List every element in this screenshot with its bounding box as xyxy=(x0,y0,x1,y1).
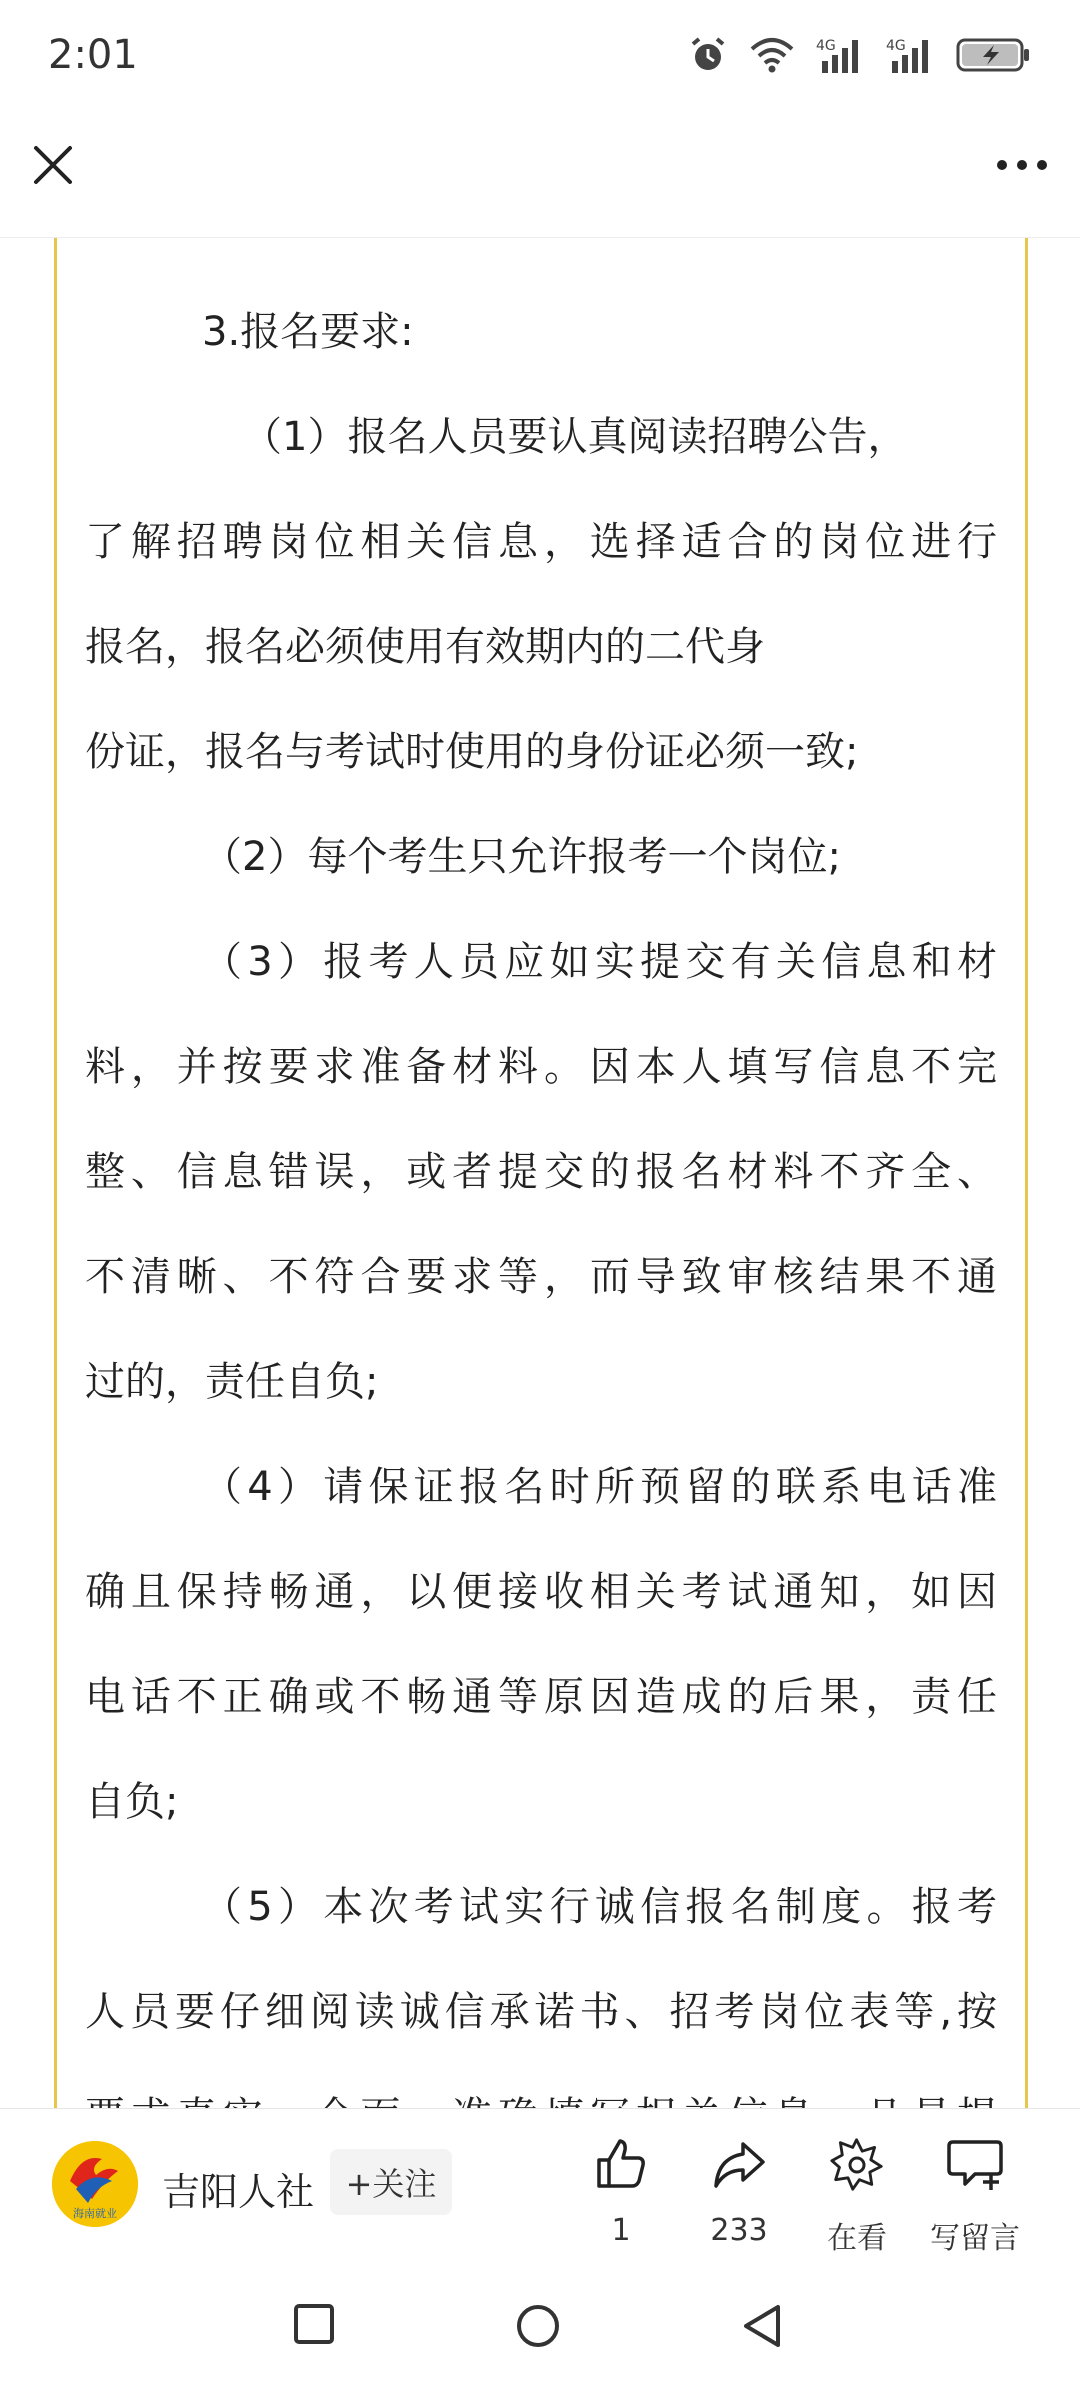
account-logo xyxy=(52,2141,138,2227)
top-nav xyxy=(0,110,1080,238)
svg-text:海南就业: 海南就业 xyxy=(73,2207,117,2220)
star-flower-icon xyxy=(829,2136,885,2192)
more-icon xyxy=(992,140,1052,190)
article-line: 人员要仔细阅读诚信承诺书、招考岗位表等,按 xyxy=(85,1989,997,2035)
recent-apps-icon xyxy=(292,2302,336,2346)
article-line: 过的，责任自负; xyxy=(85,1359,379,1405)
like-count: 1 xyxy=(611,2213,631,2248)
article-line: 3.报名要求: xyxy=(202,309,414,355)
comment-add-icon xyxy=(945,2136,1005,2192)
article-line: （4）请保证报名时所预留的联系电话准 xyxy=(202,1464,997,1510)
article-line: 确且保持畅通，以便接收相关考试通知，如因 xyxy=(85,1569,997,1615)
article-line: （1）报名人员要认真阅读招聘公告， xyxy=(242,414,908,460)
status-bar xyxy=(0,0,1080,110)
article-content xyxy=(54,238,1028,2108)
account-name[interactable]: 吉阳人社 xyxy=(162,2170,315,2214)
battery-charging-icon xyxy=(956,37,1032,73)
watching-label: 在看 xyxy=(827,2221,887,2256)
status-time: 2:01 xyxy=(48,32,138,78)
article-line: （5）本次考试实行诚信报名制度。报考 xyxy=(202,1884,997,1930)
like-button[interactable] xyxy=(566,2129,676,2248)
signal-4g-icon xyxy=(886,37,934,73)
article-line: 电话不正确或不畅通等原因造成的后果，责任 xyxy=(85,1674,997,1720)
article-line: 料，并按要求准备材料。因本人填写信息不完 xyxy=(85,1044,997,1090)
article-line: 份证，报名与考试时使用的身份证必须一致; xyxy=(85,729,859,775)
comment-button[interactable] xyxy=(920,2129,1030,2257)
article-line: 了解招聘岗位相关信息，选择适合的岗位进行 xyxy=(85,519,997,565)
share-button[interactable] xyxy=(684,2129,794,2248)
thumbs-up-icon xyxy=(593,2136,649,2192)
article-line: 不清晰、不符合要求等，而导致审核结果不通 xyxy=(85,1254,997,1300)
back-button[interactable] xyxy=(740,2302,784,2354)
article-line: 整、信息错误，或者提交的报名材料不齐全、 xyxy=(85,1149,997,1195)
back-icon xyxy=(740,2302,784,2350)
close-icon xyxy=(28,140,78,190)
watching-button[interactable] xyxy=(802,2129,912,2257)
article-line: （2）每个考生只允许报考一个岗位; xyxy=(202,834,841,880)
recent-apps-button[interactable] xyxy=(292,2302,336,2350)
article-line: 自负; xyxy=(85,1779,179,1825)
article-action-bar xyxy=(0,2108,1080,2270)
home-button[interactable] xyxy=(514,2302,562,2354)
network-label: 4G xyxy=(886,38,906,54)
account-avatar[interactable] xyxy=(52,2141,138,2227)
signal-4g-icon xyxy=(816,37,864,73)
share-count: 233 xyxy=(710,2213,768,2248)
more-button[interactable] xyxy=(992,140,1052,190)
article-line: （3）报考人员应如实提交有关信息和材 xyxy=(202,939,997,985)
wifi-icon xyxy=(750,37,794,73)
follow-button[interactable]: +关注 xyxy=(330,2149,452,2215)
system-nav-bar xyxy=(0,2270,1080,2382)
home-icon xyxy=(514,2302,562,2350)
alarm-icon xyxy=(688,35,728,75)
comment-label: 写留言 xyxy=(930,2221,1020,2256)
status-icons xyxy=(688,35,1032,75)
article-line: 报名，报名必须使用有效期内的二代身 xyxy=(85,624,765,670)
share-icon xyxy=(711,2136,767,2192)
network-label: 4G xyxy=(816,38,836,54)
close-button[interactable] xyxy=(28,140,78,190)
